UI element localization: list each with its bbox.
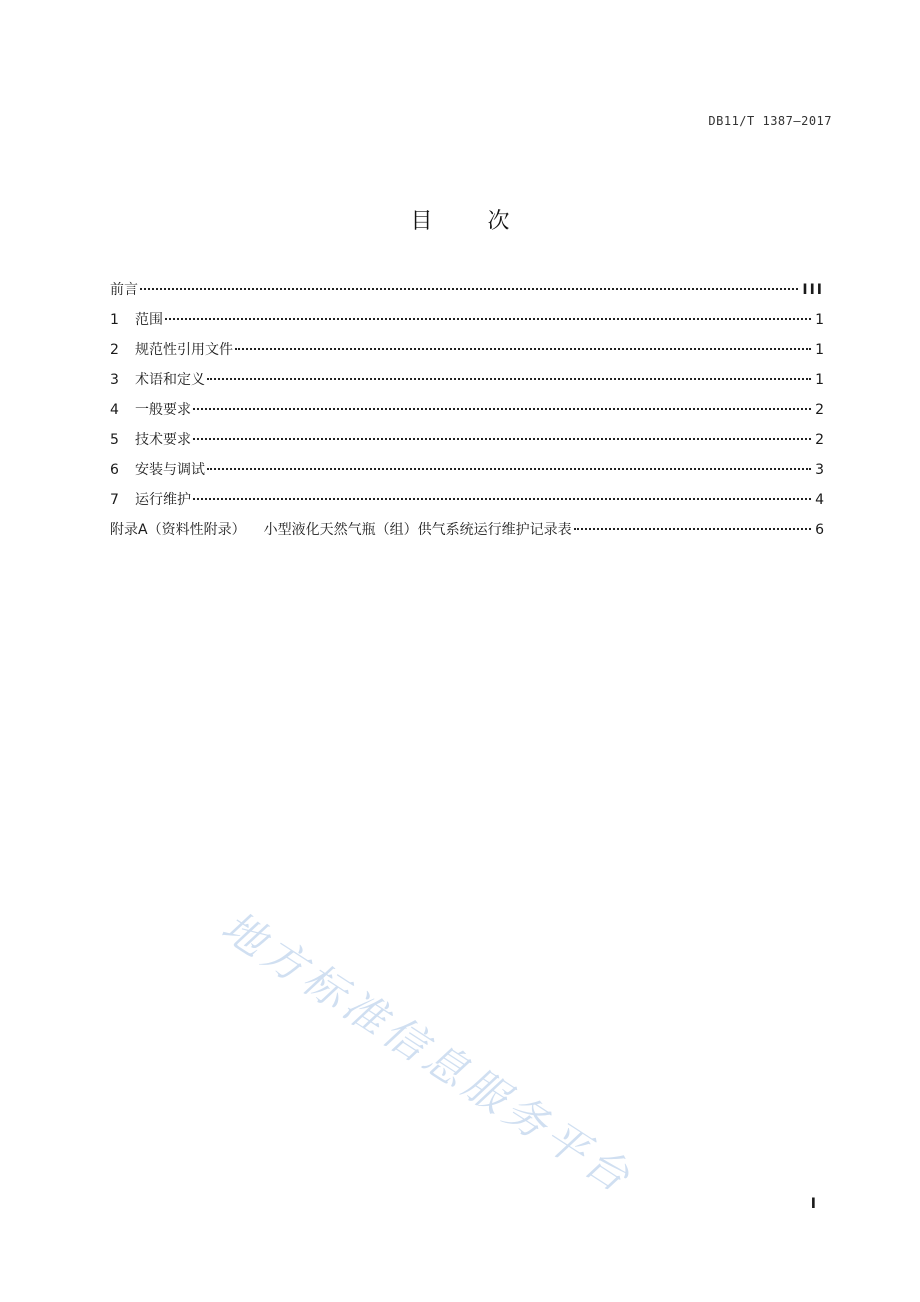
toc-entry-title: 安装与调试 — [135, 462, 205, 478]
toc-entry-page: 1 — [815, 342, 824, 358]
dot-leader — [193, 408, 811, 410]
watermark: 地方标准信息服务平台 — [213, 901, 643, 1205]
page-number: I — [810, 1196, 816, 1212]
toc-entry-terms-definitions[interactable] — [110, 369, 824, 399]
toc-entry-number: 3 — [110, 372, 119, 388]
toc-entry-page: III — [802, 282, 824, 298]
toc-entry-page: 4 — [815, 492, 824, 508]
toc-entry-title: 一般要求 — [135, 402, 191, 418]
toc-entry-title: 小型液化天然气瓶（组）供气系统运行维护记录表 — [263, 522, 572, 538]
toc-entry-general-requirements[interactable] — [110, 399, 824, 429]
toc-entry-page: 2 — [815, 402, 824, 418]
dot-leader — [207, 378, 811, 380]
toc-entry-foreword[interactable] — [110, 279, 824, 309]
dot-leader — [193, 498, 811, 500]
toc-entry-number: 5 — [110, 432, 119, 448]
toc-entry-operation-maintenance[interactable] — [110, 489, 824, 519]
toc-entry-normative-references[interactable] — [110, 339, 824, 369]
dot-leader — [140, 288, 798, 290]
toc-entry-title: 范围 — [135, 312, 163, 328]
toc-entry-title: 运行维护 — [135, 492, 191, 508]
toc-entry-number: 6 — [110, 462, 119, 478]
table-of-contents — [110, 279, 824, 549]
toc-entry-scope[interactable] — [110, 309, 824, 339]
toc-entry-number: 附录A（资料性附录） — [110, 522, 246, 538]
dot-leader — [165, 318, 811, 320]
dot-leader — [193, 438, 811, 440]
toc-entry-number: 2 — [110, 342, 119, 358]
toc-entry-number: 1 — [110, 312, 119, 328]
toc-entry-page: 3 — [815, 462, 824, 478]
document-code: DB11/T 1387—2017 — [708, 114, 832, 128]
toc-entry-title: 技术要求 — [135, 432, 191, 448]
toc-entry-number: 7 — [110, 492, 119, 508]
toc-entry-number: 4 — [110, 402, 119, 418]
dot-leader — [574, 528, 812, 530]
toc-entry-title: 规范性引用文件 — [135, 342, 233, 358]
dot-leader — [207, 468, 811, 470]
toc-entry-technical-requirements[interactable] — [110, 429, 824, 459]
page-title: 目 次 — [410, 209, 534, 234]
toc-entry-page: 2 — [815, 432, 824, 448]
toc-entry-appendix-a[interactable] — [110, 519, 824, 549]
toc-entry-title: 术语和定义 — [135, 372, 205, 388]
toc-entry-installation[interactable] — [110, 459, 824, 489]
toc-entry-page: 1 — [815, 312, 824, 328]
toc-entry-page: 1 — [815, 372, 824, 388]
dot-leader — [235, 348, 811, 350]
toc-entry-title: 前言 — [110, 282, 138, 298]
toc-entry-page: 6 — [815, 522, 824, 538]
